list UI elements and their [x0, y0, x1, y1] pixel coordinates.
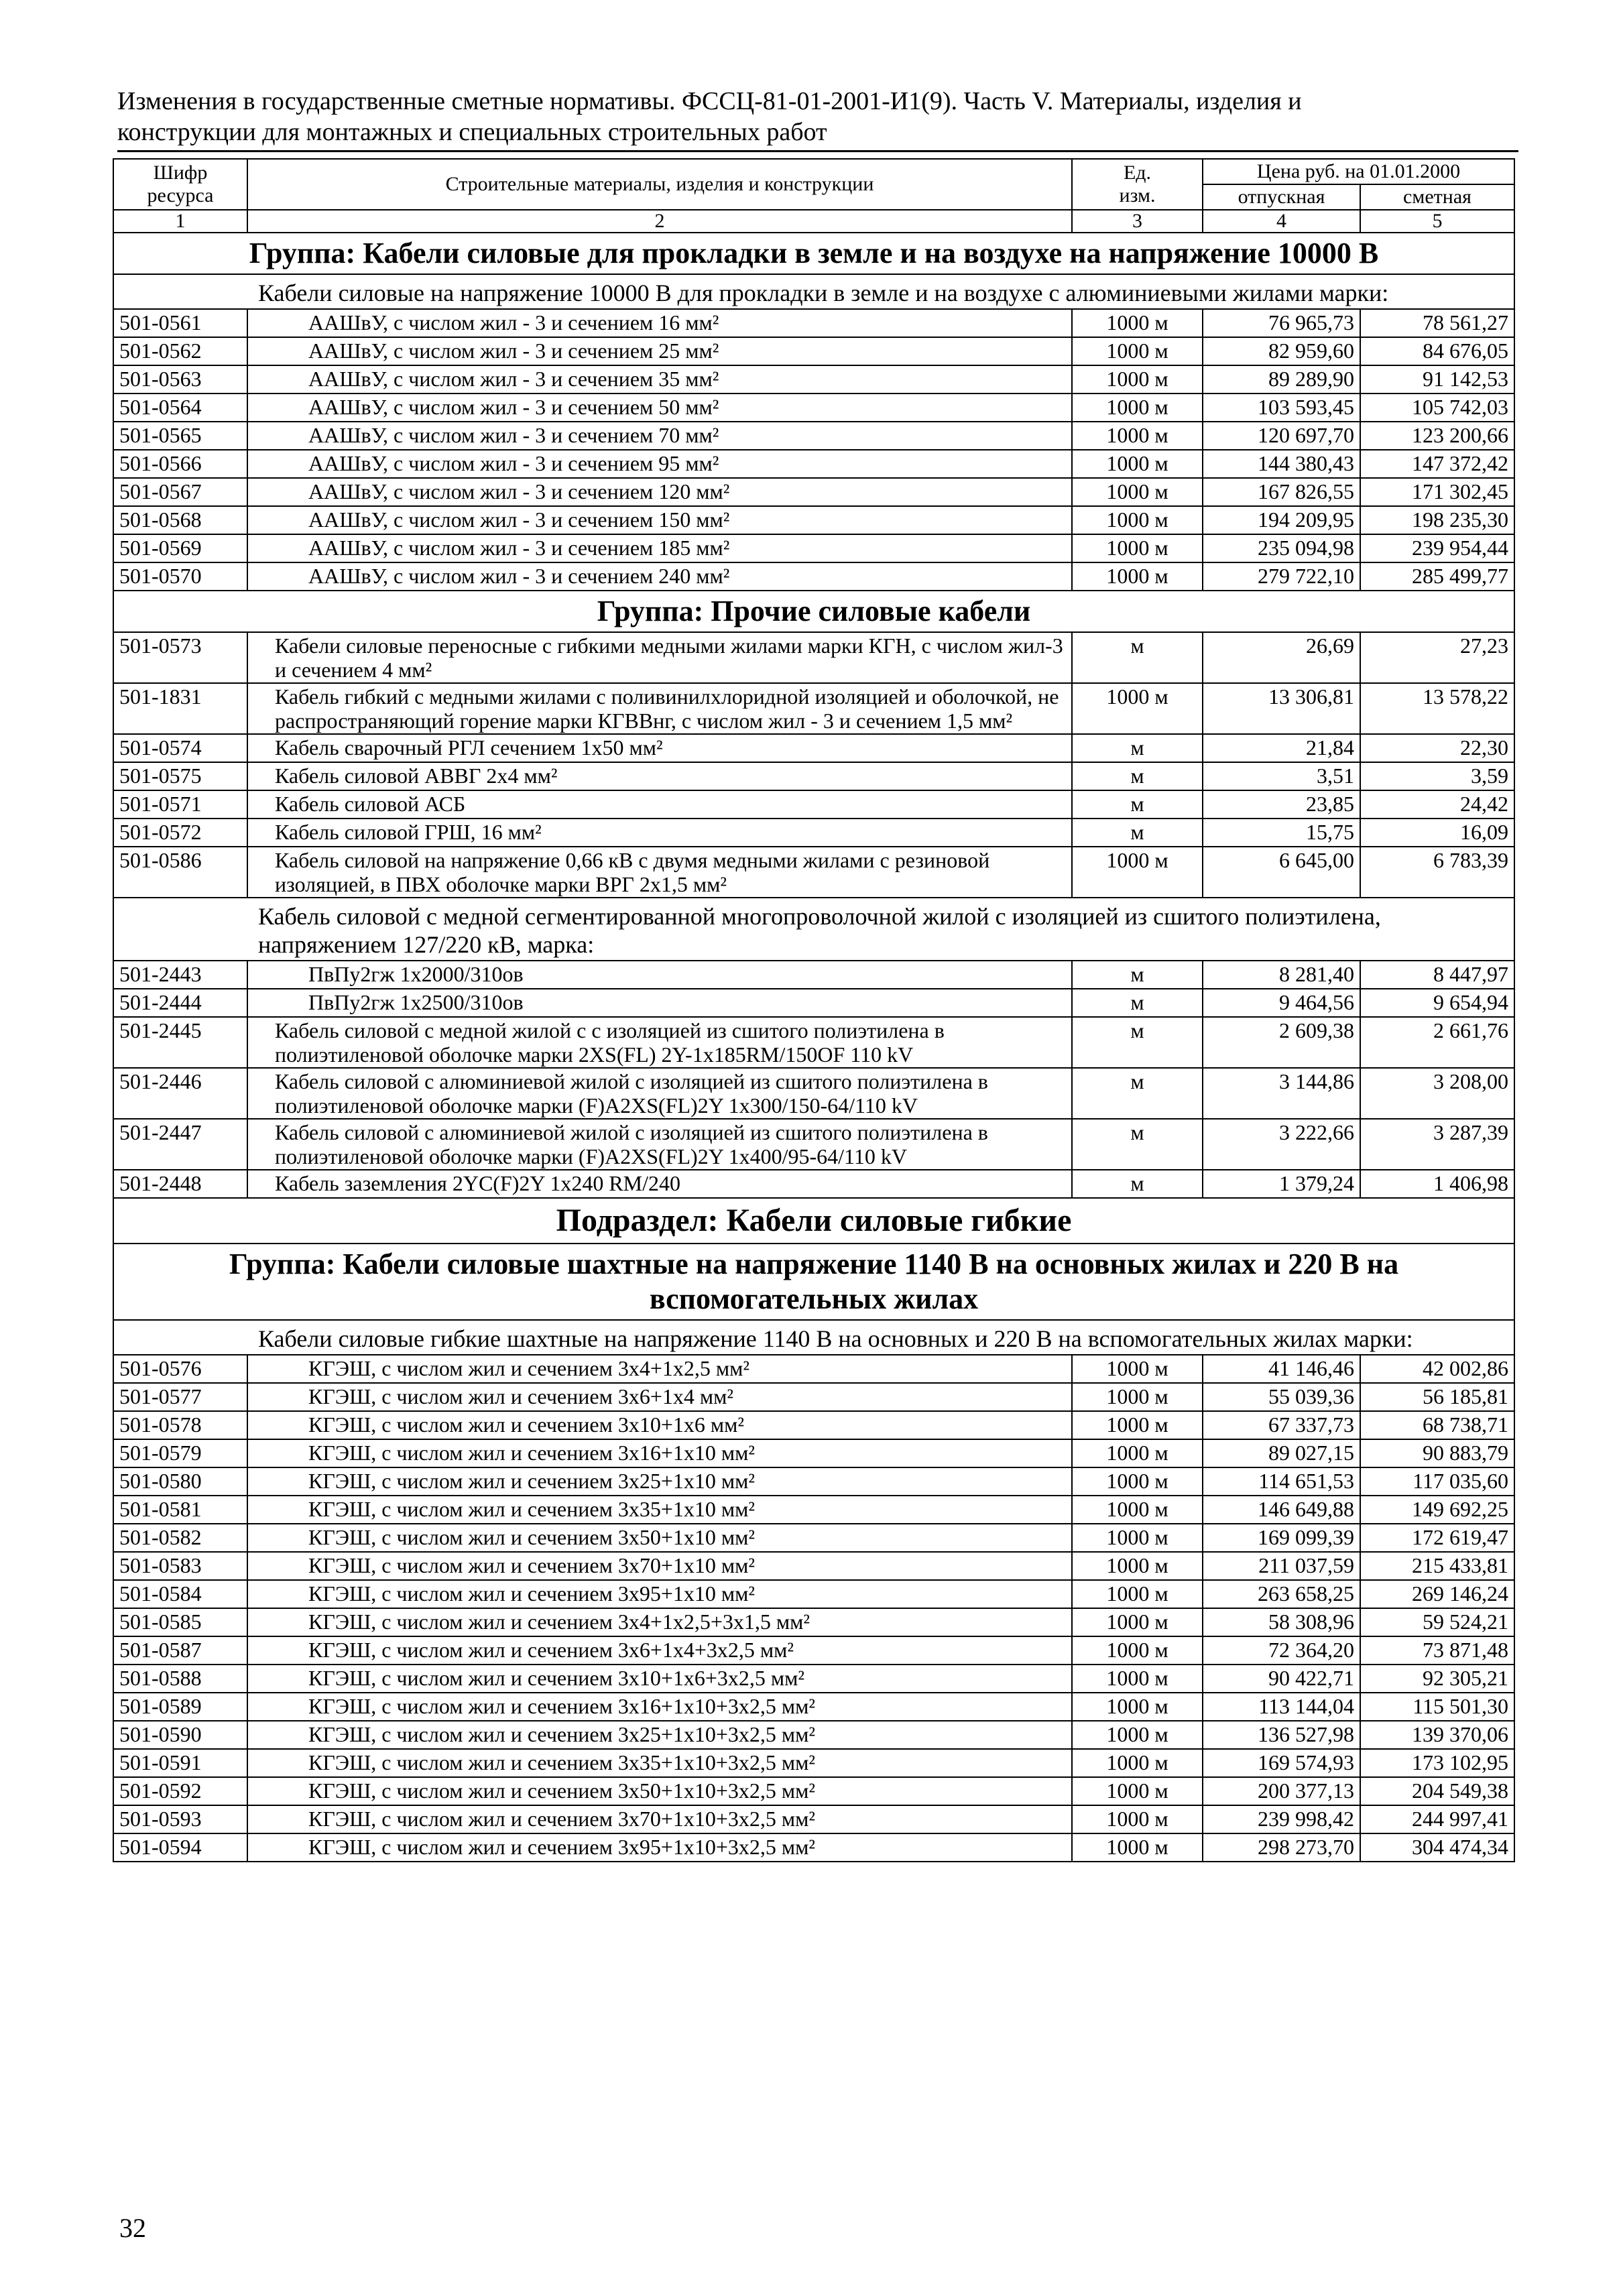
price-estimate-cell: 269 146,24 — [1360, 1580, 1514, 1608]
intro-text: Кабели силовые на напряжение 10000 В для прокладки в земле и на воздухе с алюминиевыми жилами марки: — [113, 274, 1514, 309]
price-release-cell: 21,84 — [1203, 734, 1360, 762]
material-name-cell: Кабель силовой с алюминиевой жилой с изоляцией из сшитого полиэтилена в полиэтиленовой оболочке марки (F)A2XS(FL)2Y 1x400/95-64/110 kV — [247, 1119, 1072, 1170]
table-row — [113, 506, 1514, 534]
price-table — [113, 158, 1515, 1862]
table-row — [113, 1608, 1514, 1636]
material-name-cell: КГЭШ, с числом жил и сечением 3х6+1х4+3х2,5 мм² — [247, 1636, 1072, 1665]
material-name-cell: ААШвУ, с числом жил - 3 и сечением 240 мм² — [247, 562, 1072, 591]
price-release-cell: 76 965,73 — [1203, 309, 1360, 337]
material-name-cell: ААШвУ, с числом жил - 3 и сечением 50 мм² — [247, 394, 1072, 422]
price-estimate-cell: 24,42 — [1360, 790, 1514, 819]
price-release-cell: 113 144,04 — [1203, 1693, 1360, 1721]
table-row — [113, 762, 1514, 790]
price-release-cell: 239 998,42 — [1203, 1805, 1360, 1833]
intro-text: Кабели силовые гибкие шахтные на напряжение 1140 В на основных и 220 В на вспомогательных жилах марки: — [113, 1320, 1514, 1355]
resource-code-cell: 501-0580 — [113, 1467, 247, 1496]
resource-code-cell: 501-2443 — [113, 961, 247, 989]
price-estimate-cell: 117 035,60 — [1360, 1467, 1514, 1496]
price-release-cell: 169 574,93 — [1203, 1749, 1360, 1777]
price-estimate-cell: 27,23 — [1360, 632, 1514, 683]
price-estimate-cell: 73 871,48 — [1360, 1636, 1514, 1665]
price-release-cell: 89 027,15 — [1203, 1439, 1360, 1467]
price-estimate-cell: 115 501,30 — [1360, 1693, 1514, 1721]
material-name-cell: ААШвУ, с числом жил - 3 и сечением 150 мм² — [247, 506, 1072, 534]
unit-cell: 1000 м — [1072, 422, 1203, 450]
resource-code-cell: 501-0585 — [113, 1608, 247, 1636]
table-row — [113, 394, 1514, 422]
price-release-cell: 167 826,55 — [1203, 478, 1360, 506]
resource-code-cell: 501-2447 — [113, 1119, 247, 1170]
material-name-cell: КГЭШ, с числом жил и сечением 3х10+1х6+3х2,5 мм² — [247, 1665, 1072, 1693]
resource-code-cell: 501-0589 — [113, 1693, 247, 1721]
material-name-cell: КГЭШ, с числом жил и сечением 3х50+1х10 мм² — [247, 1524, 1072, 1552]
price-estimate-cell: 244 997,41 — [1360, 1805, 1514, 1833]
price-estimate-cell: 2 661,76 — [1360, 1017, 1514, 1068]
unit-cell: 1000 м — [1072, 1636, 1203, 1665]
page-header — [117, 86, 1518, 152]
material-name-cell: ААШвУ, с числом жил - 3 и сечением 16 мм² — [247, 309, 1072, 337]
price-estimate-cell: 304 474,34 — [1360, 1833, 1514, 1862]
resource-code-cell: 501-0574 — [113, 734, 247, 762]
material-name-cell: Кабель гибкий с медными жилами с поливинилхлоридной изоляцией и оболочкой, не распространяющий горение марки КГВВнг, с числом жил - 3 и сечением 1,5 мм² — [247, 683, 1072, 734]
table-row — [113, 1833, 1514, 1862]
table-row — [113, 989, 1514, 1017]
material-name-cell: КГЭШ, с числом жил и сечением 3х6+1х4 мм² — [247, 1383, 1072, 1411]
unit-cell: м — [1072, 1170, 1203, 1198]
resource-code-cell: 501-1831 — [113, 683, 247, 734]
price-release-cell: 15,75 — [1203, 819, 1360, 847]
price-release-cell: 72 364,20 — [1203, 1636, 1360, 1665]
price-release-cell: 194 209,95 — [1203, 506, 1360, 534]
resource-code-cell: 501-2445 — [113, 1017, 247, 1068]
table-row — [113, 734, 1514, 762]
header-code-line2: ресурса — [147, 184, 214, 206]
resource-code-cell: 501-0576 — [113, 1355, 247, 1383]
resource-code-cell: 501-0579 — [113, 1439, 247, 1467]
resource-code-cell: 501-0578 — [113, 1411, 247, 1439]
unit-cell: 1000 м — [1072, 309, 1203, 337]
table-row — [113, 422, 1514, 450]
price-release-cell: 23,85 — [1203, 790, 1360, 819]
resource-code-cell: 501-0570 — [113, 562, 247, 591]
resource-code-cell: 501-0594 — [113, 1833, 247, 1862]
table-row — [113, 961, 1514, 989]
unit-cell: 1000 м — [1072, 1496, 1203, 1524]
price-release-cell: 169 099,39 — [1203, 1524, 1360, 1552]
table-row — [113, 847, 1514, 898]
header-code — [113, 159, 247, 210]
material-name-cell: КГЭШ, с числом жил и сечением 3х70+1х10 мм² — [247, 1552, 1072, 1580]
column-number: 2 — [247, 210, 1072, 233]
price-estimate-cell: 59 524,21 — [1360, 1608, 1514, 1636]
unit-cell: 1000 м — [1072, 1608, 1203, 1636]
resource-code-cell: 501-0572 — [113, 819, 247, 847]
table-row — [113, 819, 1514, 847]
price-release-cell: 144 380,43 — [1203, 450, 1360, 478]
material-name-cell: Кабель силовой с медной жилой с с изоляцией из сшитого полиэтилена в полиэтиленовой оболочке марки 2XS(FL) 2Y-1x185RM/150OF 110 kV — [247, 1017, 1072, 1068]
resource-code-cell: 501-0565 — [113, 422, 247, 450]
price-release-cell: 1 379,24 — [1203, 1170, 1360, 1198]
resource-code-cell: 501-0581 — [113, 1496, 247, 1524]
table-row — [113, 337, 1514, 365]
header-price: Цена руб. на 01.01.2000 — [1203, 159, 1514, 184]
group-heading-row — [113, 591, 1514, 632]
group-heading: Группа: Кабели силовые для прокладки в земле и на воздухе на напряжение 10000 В — [113, 233, 1514, 274]
price-estimate-cell: 204 549,38 — [1360, 1777, 1514, 1805]
unit-cell: 1000 м — [1072, 1665, 1203, 1693]
table-row — [113, 1524, 1514, 1552]
price-release-cell: 67 337,73 — [1203, 1411, 1360, 1439]
unit-cell: м — [1072, 819, 1203, 847]
table-row — [113, 683, 1514, 734]
page-number: 32 — [119, 2213, 146, 2243]
price-release-cell: 146 649,88 — [1203, 1496, 1360, 1524]
price-estimate-cell: 147 372,42 — [1360, 450, 1514, 478]
group-heading-row — [113, 233, 1514, 274]
resource-code-cell: 501-0563 — [113, 365, 247, 394]
price-estimate-cell: 239 954,44 — [1360, 534, 1514, 562]
price-estimate-cell: 42 002,86 — [1360, 1355, 1514, 1383]
price-estimate-cell: 1 406,98 — [1360, 1170, 1514, 1198]
price-release-cell: 120 697,70 — [1203, 422, 1360, 450]
material-name-cell: ААШвУ, с числом жил - 3 и сечением 185 мм² — [247, 534, 1072, 562]
resource-code-cell: 501-0593 — [113, 1805, 247, 1833]
price-estimate-cell: 13 578,22 — [1360, 683, 1514, 734]
resource-code-cell: 501-0586 — [113, 847, 247, 898]
table-row — [113, 1665, 1514, 1693]
header-price-release: отпускная — [1203, 184, 1360, 210]
table-row — [113, 1777, 1514, 1805]
resource-code-cell: 501-0567 — [113, 478, 247, 506]
price-estimate-cell: 9 654,94 — [1360, 989, 1514, 1017]
resource-code-cell: 501-0575 — [113, 762, 247, 790]
price-release-cell: 6 645,00 — [1203, 847, 1360, 898]
unit-cell: м — [1072, 762, 1203, 790]
resource-code-cell: 501-0577 — [113, 1383, 247, 1411]
header-line-2: конструкции для монтажных и специальных строительных работ — [117, 118, 827, 146]
material-name-cell: Кабели силовые переносные с гибкими медными жилами марки КГН, с числом жил-3 и сечением 4 мм² — [247, 632, 1072, 683]
table-row — [113, 1439, 1514, 1467]
material-name-cell: КГЭШ, с числом жил и сечением 3х35+1х10 мм² — [247, 1496, 1072, 1524]
material-name-cell: Кабель заземления 2YC(F)2Y 1x240 RM/240 — [247, 1170, 1072, 1198]
table-row — [113, 309, 1514, 337]
resource-code-cell: 501-0562 — [113, 337, 247, 365]
material-name-cell: КГЭШ, с числом жил и сечением 3х95+1х10+3х2,5 мм² — [247, 1833, 1072, 1862]
material-name-cell: КГЭШ, с числом жил и сечением 3х16+1х10 мм² — [247, 1439, 1072, 1467]
price-estimate-cell: 3 287,39 — [1360, 1119, 1514, 1170]
price-release-cell: 136 527,98 — [1203, 1721, 1360, 1749]
price-release-cell: 114 651,53 — [1203, 1467, 1360, 1496]
table-row — [113, 1636, 1514, 1665]
price-estimate-cell: 173 102,95 — [1360, 1749, 1514, 1777]
material-name-cell: КГЭШ, с числом жил и сечением 3х25+1х10+3х2,5 мм² — [247, 1721, 1072, 1749]
resource-code-cell: 501-0587 — [113, 1636, 247, 1665]
price-release-cell: 263 658,25 — [1203, 1580, 1360, 1608]
unit-cell: 1000 м — [1072, 1383, 1203, 1411]
material-name-cell: Кабель силовой АВВГ 2х4 мм² — [247, 762, 1072, 790]
price-estimate-cell: 285 499,77 — [1360, 562, 1514, 591]
price-estimate-cell: 92 305,21 — [1360, 1665, 1514, 1693]
unit-cell: 1000 м — [1072, 1552, 1203, 1580]
resource-code-cell: 501-0588 — [113, 1665, 247, 1693]
unit-cell: 1000 м — [1072, 683, 1203, 734]
unit-cell: 1000 м — [1072, 1355, 1203, 1383]
material-name-cell: КГЭШ, с числом жил и сечением 3х4+1х2,5 мм² — [247, 1355, 1072, 1383]
unit-cell: 1000 м — [1072, 1721, 1203, 1749]
subsection-heading-row — [113, 1198, 1514, 1244]
header-line-1: Изменения в государственные сметные нормативы. ФССЦ-81-01-2001-И1(9). Часть V. Материалы, изделия и — [117, 87, 1302, 115]
table-row — [113, 1693, 1514, 1721]
price-release-cell: 9 464,56 — [1203, 989, 1360, 1017]
price-estimate-cell: 84 676,05 — [1360, 337, 1514, 365]
unit-cell: 1000 м — [1072, 1524, 1203, 1552]
price-estimate-cell: 6 783,39 — [1360, 847, 1514, 898]
resource-code-cell: 501-0584 — [113, 1580, 247, 1608]
price-release-cell: 3 144,86 — [1203, 1068, 1360, 1119]
header-code-line1: Шифр — [153, 162, 208, 184]
price-release-cell: 298 273,70 — [1203, 1833, 1360, 1862]
table-row — [113, 1496, 1514, 1524]
unit-cell: 1000 м — [1072, 562, 1203, 591]
table-row — [113, 478, 1514, 506]
resource-code-cell: 501-0569 — [113, 534, 247, 562]
group-heading-row — [113, 1244, 1514, 1320]
unit-cell: 1000 м — [1072, 1777, 1203, 1805]
unit-cell: м — [1072, 989, 1203, 1017]
price-release-cell: 58 308,96 — [1203, 1608, 1360, 1636]
resource-code-cell: 501-2446 — [113, 1068, 247, 1119]
material-name-cell: ПвПу2гж 1х2500/310ов — [247, 989, 1072, 1017]
table-row — [113, 1580, 1514, 1608]
price-estimate-cell: 90 883,79 — [1360, 1439, 1514, 1467]
column-number: 4 — [1203, 210, 1360, 233]
unit-cell: м — [1072, 961, 1203, 989]
unit-cell: 1000 м — [1072, 1580, 1203, 1608]
material-name-cell: КГЭШ, с числом жил и сечением 3х95+1х10 мм² — [247, 1580, 1072, 1608]
table-row — [113, 1119, 1514, 1170]
price-release-cell: 279 722,10 — [1203, 562, 1360, 591]
material-name-cell: КГЭШ, с числом жил и сечением 3х25+1х10 мм² — [247, 1467, 1072, 1496]
table-row — [113, 562, 1514, 591]
intro-text-row — [113, 274, 1514, 309]
unit-cell: м — [1072, 790, 1203, 819]
column-number: 5 — [1360, 210, 1514, 233]
unit-cell: 1000 м — [1072, 1749, 1203, 1777]
price-estimate-cell: 215 433,81 — [1360, 1552, 1514, 1580]
unit-cell: 1000 м — [1072, 1805, 1203, 1833]
unit-cell: 1000 м — [1072, 450, 1203, 478]
header-name: Строительные материалы, изделия и конструкции — [247, 159, 1072, 210]
unit-cell: 1000 м — [1072, 337, 1203, 365]
group-heading: Группа: Кабели силовые шахтные на напряжение 1140 В на основных жилах и 220 В на вспомогательных жилах — [113, 1244, 1514, 1320]
material-name-cell: Кабель силовой АСБ — [247, 790, 1072, 819]
table-row — [113, 1383, 1514, 1411]
intro-text: Кабель силовой с медной сегментированной многопроволочной жилой с изоляцией из сшитого полиэтилена, напряжением 127/220 кВ, марка: — [113, 898, 1514, 961]
material-name-cell: КГЭШ, с числом жил и сечением 3х16+1х10+3х2,5 мм² — [247, 1693, 1072, 1721]
material-name-cell: КГЭШ, с числом жил и сечением 3х4+1х2,5+3х1,5 мм² — [247, 1608, 1072, 1636]
price-estimate-cell: 139 370,06 — [1360, 1721, 1514, 1749]
unit-cell: 1000 м — [1072, 365, 1203, 394]
header-unit-line1: Ед. — [1123, 162, 1152, 184]
table-row — [113, 790, 1514, 819]
unit-cell: 1000 м — [1072, 847, 1203, 898]
table-row — [113, 1721, 1514, 1749]
price-estimate-cell: 105 742,03 — [1360, 394, 1514, 422]
resource-code-cell: 501-0571 — [113, 790, 247, 819]
material-name-cell: КГЭШ, с числом жил и сечением 3х50+1х10+3х2,5 мм² — [247, 1777, 1072, 1805]
unit-cell: 1000 м — [1072, 1693, 1203, 1721]
table-row — [113, 1805, 1514, 1833]
material-name-cell: КГЭШ, с числом жил и сечением 3х10+1х6 мм² — [247, 1411, 1072, 1439]
price-release-cell: 3 222,66 — [1203, 1119, 1360, 1170]
resource-code-cell: 501-0568 — [113, 506, 247, 534]
price-release-cell: 89 289,90 — [1203, 365, 1360, 394]
price-estimate-cell: 3 208,00 — [1360, 1068, 1514, 1119]
material-name-cell: Кабель сварочный РГЛ сечением 1х50 мм² — [247, 734, 1072, 762]
price-table-body — [113, 159, 1514, 1862]
table-row — [113, 1017, 1514, 1068]
table-row — [113, 1467, 1514, 1496]
material-name-cell: ААШвУ, с числом жил - 3 и сечением 25 мм² — [247, 337, 1072, 365]
unit-cell: м — [1072, 632, 1203, 683]
material-name-cell: КГЭШ, с числом жил и сечением 3х35+1х10+3х2,5 мм² — [247, 1749, 1072, 1777]
material-name-cell: ААШвУ, с числом жил - 3 и сечением 120 мм² — [247, 478, 1072, 506]
table-row — [113, 534, 1514, 562]
price-estimate-cell: 123 200,66 — [1360, 422, 1514, 450]
price-release-cell: 235 094,98 — [1203, 534, 1360, 562]
table-row — [113, 1749, 1514, 1777]
price-estimate-cell: 149 692,25 — [1360, 1496, 1514, 1524]
material-name-cell: КГЭШ, с числом жил и сечением 3х70+1х10+3х2,5 мм² — [247, 1805, 1072, 1833]
price-release-cell: 26,69 — [1203, 632, 1360, 683]
price-release-cell: 55 039,36 — [1203, 1383, 1360, 1411]
unit-cell: 1000 м — [1072, 1833, 1203, 1862]
group-heading: Группа: Прочие силовые кабели — [113, 591, 1514, 632]
material-name-cell: Кабель силовой с алюминиевой жилой с изоляцией из сшитого полиэтилена в полиэтиленовой оболочке марки (F)A2XS(FL)2Y 1x300/150-64/110 kV — [247, 1068, 1072, 1119]
header-price-estimate: сметная — [1360, 184, 1514, 210]
table-row — [113, 1068, 1514, 1119]
resource-code-cell: 501-0591 — [113, 1749, 247, 1777]
column-number: 1 — [113, 210, 247, 233]
material-name-cell: ААШвУ, с числом жил - 3 и сечением 35 мм² — [247, 365, 1072, 394]
unit-cell: м — [1072, 734, 1203, 762]
resource-code-cell: 501-0566 — [113, 450, 247, 478]
header-unit-line2: изм. — [1119, 184, 1156, 206]
unit-cell: 1000 м — [1072, 1467, 1203, 1496]
material-name-cell: Кабель силовой ГРШ, 16 мм² — [247, 819, 1072, 847]
intro-text-row — [113, 898, 1514, 961]
header-unit — [1072, 159, 1203, 210]
table-row — [113, 1170, 1514, 1198]
subsection-heading: Подраздел: Кабели силовые гибкие — [113, 1198, 1514, 1244]
unit-cell: 1000 м — [1072, 1439, 1203, 1467]
price-estimate-cell: 198 235,30 — [1360, 506, 1514, 534]
resource-code-cell: 501-0590 — [113, 1721, 247, 1749]
unit-cell: 1000 м — [1072, 1411, 1203, 1439]
price-release-cell: 8 281,40 — [1203, 961, 1360, 989]
resource-code-cell: 501-0573 — [113, 632, 247, 683]
price-estimate-cell: 56 185,81 — [1360, 1383, 1514, 1411]
resource-code-cell: 501-2448 — [113, 1170, 247, 1198]
price-release-cell: 82 959,60 — [1203, 337, 1360, 365]
unit-cell: м — [1072, 1068, 1203, 1119]
price-release-cell: 41 146,46 — [1203, 1355, 1360, 1383]
price-estimate-cell: 171 302,45 — [1360, 478, 1514, 506]
price-release-cell: 103 593,45 — [1203, 394, 1360, 422]
unit-cell: 1000 м — [1072, 534, 1203, 562]
intro-text-row — [113, 1320, 1514, 1355]
material-name-cell: ААШвУ, с числом жил - 3 и сечением 95 мм² — [247, 450, 1072, 478]
price-estimate-cell: 78 561,27 — [1360, 309, 1514, 337]
table-row — [113, 1552, 1514, 1580]
price-estimate-cell: 3,59 — [1360, 762, 1514, 790]
unit-cell: 1000 м — [1072, 478, 1203, 506]
material-name-cell: ААШвУ, с числом жил - 3 и сечением 70 мм² — [247, 422, 1072, 450]
table-row — [113, 1411, 1514, 1439]
table-row — [113, 1355, 1514, 1383]
price-estimate-cell: 16,09 — [1360, 819, 1514, 847]
resource-code-cell: 501-2444 — [113, 989, 247, 1017]
price-release-cell: 2 609,38 — [1203, 1017, 1360, 1068]
price-release-cell: 3,51 — [1203, 762, 1360, 790]
material-name-cell: Кабель силовой на напряжение 0,66 кВ с двумя медными жилами с резиновой изоляцией, в ПВХ оболочке марки ВРГ 2х1,5 мм² — [247, 847, 1072, 898]
price-estimate-cell: 91 142,53 — [1360, 365, 1514, 394]
unit-cell: м — [1072, 1119, 1203, 1170]
price-estimate-cell: 68 738,71 — [1360, 1411, 1514, 1439]
table-row — [113, 365, 1514, 394]
price-estimate-cell: 8 447,97 — [1360, 961, 1514, 989]
table-header-row — [113, 159, 1514, 184]
resource-code-cell: 501-0582 — [113, 1524, 247, 1552]
resource-code-cell: 501-0592 — [113, 1777, 247, 1805]
resource-code-cell: 501-0583 — [113, 1552, 247, 1580]
resource-code-cell: 501-0564 — [113, 394, 247, 422]
price-release-cell: 200 377,13 — [1203, 1777, 1360, 1805]
resource-code-cell: 501-0561 — [113, 309, 247, 337]
unit-cell: м — [1072, 1017, 1203, 1068]
column-number: 3 — [1072, 210, 1203, 233]
price-release-cell: 211 037,59 — [1203, 1552, 1360, 1580]
price-release-cell: 90 422,71 — [1203, 1665, 1360, 1693]
column-numbers-row — [113, 210, 1514, 233]
price-release-cell: 13 306,81 — [1203, 683, 1360, 734]
table-row — [113, 632, 1514, 683]
price-estimate-cell: 172 619,47 — [1360, 1524, 1514, 1552]
table-row — [113, 450, 1514, 478]
unit-cell: 1000 м — [1072, 394, 1203, 422]
price-estimate-cell: 22,30 — [1360, 734, 1514, 762]
material-name-cell: ПвПу2гж 1х2000/310ов — [247, 961, 1072, 989]
unit-cell: 1000 м — [1072, 506, 1203, 534]
